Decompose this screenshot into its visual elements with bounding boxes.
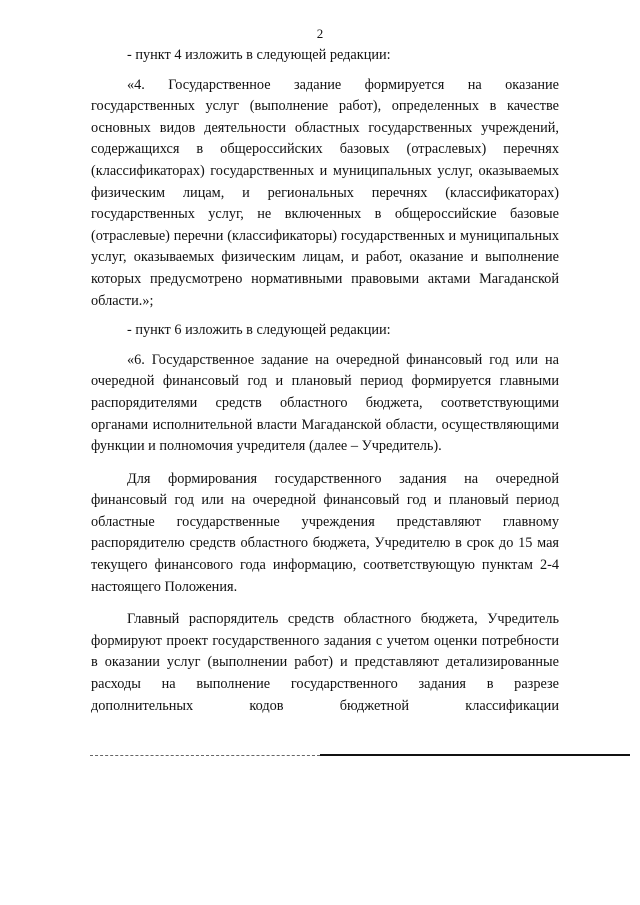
paragraph-formation: Для формирования государственного задания на очередной финансовый год или на очередной финансовый год и плановый период областные государственные учреждения представляют главному распорядителю средств областного бюджета, Учредителю в срок до 15 мая текущего финансового года информацию, соответствующую пунктам 2-4 настоящего Положения. [91, 470, 559, 595]
paragraph-item-4-intro: - пункт 4 изложить в следующей редакции: [127, 47, 391, 63]
scan-divider-dashed [90, 755, 320, 756]
paragraph-item-6-intro: - пункт 6 изложить в следующей редакции: [127, 322, 391, 339]
paragraph-chief-administrator: Главный распорядитель средств областного бюджета, Учредитель формируют проект государственного задания с учетом оценки потребности в оказании услуг (выполнении работ) и представляют детализированные расходы на выполнение государственного задания в разрезе дополнительных кодов бюджетной классификации [91, 611, 559, 714]
paragraph-item-4-text: «4. Государственное задание формируется на оказание государственных услуг (выполнение работ), определенных в качестве основных видов деятельности областных государственных учреждений, содержащихся в общероссийских базовых (отраслевых) перечнях (классификаторах) государственных и муниципальных услуг, оказываемых физическим лицам, и региональных перечнях (классификаторах) государственных услуг, не включенных в общероссийские базовые (отраслевые) перечни (классификаторы) государственных и муниципальных услуг, оказываемых физическим лицам, и работ, оказание и выполнение которых предусмотрено нормативными правовыми актами Магаданской области.»; [91, 76, 559, 309]
document-body [91, 45, 559, 717]
scan-divider-solid [320, 754, 630, 756]
paragraph-item-6-text: «6. Государственное задание на очередной финансовый год или на очередной финансовый год и плановый период формируется главными распорядителями средств областного бюджета, соответствующими органами исполнительной власти Магаданской области, осуществляющими функции и полномочия учредителя (далее – Учредитель). [91, 351, 559, 455]
page-number: 2 [316, 26, 324, 41]
